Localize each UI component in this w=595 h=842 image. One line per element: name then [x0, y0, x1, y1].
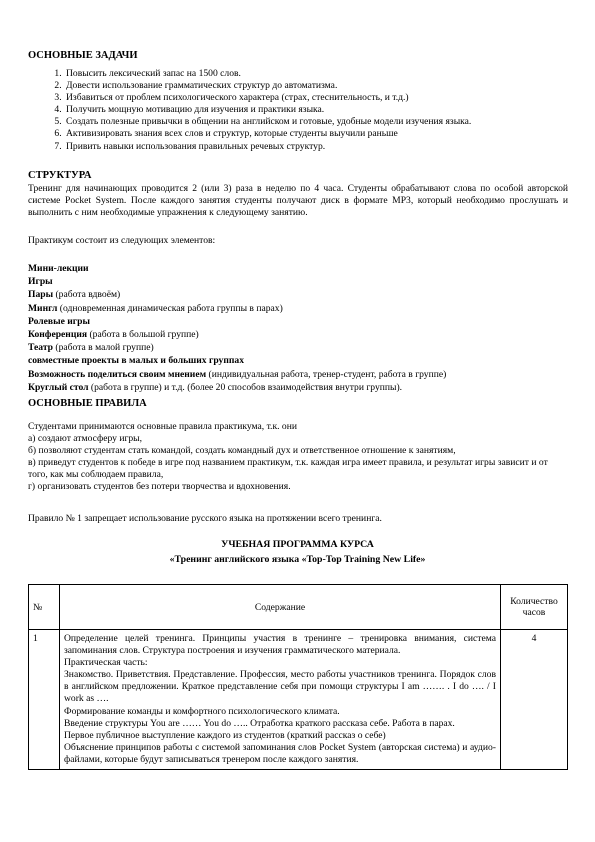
rules-line: г) организовать студентов без потери творчества и вдохновения.: [28, 481, 291, 493]
element-name: Возможность поделиться своим мнением: [28, 368, 207, 380]
row-content: [60, 630, 501, 770]
content-line: Формирование команды и комфортного психологического климата.: [64, 705, 340, 717]
element-name: Круглый стол: [28, 381, 89, 393]
tasks-heading: ОСНОВНЫЕ ЗАДАЧИ: [28, 50, 138, 61]
list-item: 6. Активизировать знания всех слов и структур, которые студенты выучили раньше: [64, 128, 595, 140]
list-item: [28, 341, 568, 354]
rules-line: а) создают атмосферу игры,: [28, 433, 143, 445]
element-name: Мингл: [28, 302, 58, 314]
list-item: [28, 381, 568, 394]
list-item: [28, 315, 568, 328]
list-item: 3. Избавиться от проблем психологического характера (страх, стеснительность, и т.д.): [64, 92, 595, 104]
rules-line: Студентами принимаются основные правила практикума, т.к. они: [28, 421, 297, 432]
program-table: [28, 584, 568, 770]
rule-one: Правило № 1 запрещает использование русского языка на протяжении всего тренинга.: [28, 513, 382, 524]
header-content: Содержание: [60, 585, 501, 630]
list-item: [28, 262, 568, 275]
header-num: №: [29, 585, 60, 630]
rules-line: б) позволяют студентам стать командой, создать командный дух и ответственное отношение к занятиям,: [28, 445, 456, 457]
element-desc: (одновременная динамическая работа группы в парах): [57, 302, 283, 314]
list-item: [28, 328, 568, 341]
content-line: Определение целей тренинга. Принципы участия в тренинге – тренировка внимания, система запоминания слов. Структура построения и изучения грамматического материала.: [64, 633, 496, 657]
element-name: Игры: [28, 276, 53, 288]
list-item: [28, 302, 568, 315]
content-line: Знакомство. Приветствия. Представление. Профессия, место работы участников тренинга. Порядок слов в английском предложении. Краткое представление себя при помощи структуры I am ……. . I do …. / I work as ….: [64, 669, 496, 705]
list-item: [28, 368, 568, 381]
list-item: 7. Привить навыки использования правильных речевых структур.: [64, 141, 595, 153]
content-line: Введение структуры You are …… You do ….. Отработка краткого рассказа себе. Работа в парах.: [64, 717, 455, 729]
element-name: Конференция: [28, 329, 88, 341]
element-desc: (работа в группе) и т.д. (более 20 способов взаимодействия внутри группы).: [88, 381, 403, 393]
structure-intro: Практикум состоит из следующих элементов:: [28, 235, 216, 246]
list-item: [28, 354, 568, 367]
list-item: 2. Довести использование грамматических структур до автоматизма.: [64, 80, 595, 92]
element-name: Театр: [28, 342, 54, 354]
structure-heading: СТРУКТУРА: [28, 170, 92, 181]
rules-heading: ОСНОВНЫЕ ПРАВИЛА: [28, 398, 147, 409]
list-item: 4. Получить мощную мотивацию для изучения и практики языка.: [64, 104, 595, 116]
table-header-row: [29, 585, 568, 630]
row-hours: 4: [501, 630, 568, 770]
content-line: Объяснение принципов работы с системой запоминания слов Pocket System (авторская система) и аудио-файлами, которые будут записываться тренером после каждого занятия.: [64, 741, 496, 765]
rules-block: [28, 421, 568, 494]
list-item: [28, 288, 568, 301]
program-title: УЧЕБНАЯ ПРОГРАММА КУРСА: [221, 539, 374, 550]
element-desc: (индивидуальная работа, тренер-студент, работа в группе): [206, 368, 447, 380]
element-desc: (работа в большой группе): [87, 329, 199, 341]
structure-text: Тренинг для начинающих проводится 2 (или 3) раза в неделю по 4 часа. Студенты обрабатывают слова по особой авторской системе Pocket System. После каждого занятия студенты получают диск в формате MP3, который необходимо прослушать и выполнить с ним необходимые упражнения к следующему занятию.: [28, 183, 568, 219]
program-subtitle: «Тренинг английского языка «Top-Top Training New Life»: [169, 554, 426, 565]
element-name: Пары: [28, 289, 54, 301]
tasks-list: [28, 68, 595, 153]
element-desc: (работа вдвоём): [53, 289, 121, 301]
header-hours: Количество часов: [501, 585, 568, 630]
element-name: Ролевые игры: [28, 315, 90, 327]
list-item: [28, 275, 568, 288]
content-line: Практическая часть:: [64, 657, 148, 669]
list-item: 1. Повысить лексический запас на 1500 слов.: [64, 68, 595, 80]
elements-list: [28, 262, 568, 394]
element-desc: (работа в малой группе): [53, 342, 154, 354]
element-name: совместные проекты в малых и больших группах: [28, 355, 244, 367]
table-row: [29, 630, 568, 770]
row-num: 1: [29, 630, 60, 770]
content-line: Первое публичное выступление каждого из студентов (краткий рассказ о себе): [64, 729, 386, 741]
element-name: Мини-лекции: [28, 263, 89, 274]
list-item: 5. Создать полезные привычки в общении на английском и готовые, удобные модели изучения языка.: [64, 116, 595, 128]
rules-line: в) приведут студентов к победе в игре под названием практикум, т.к. каждая игра имеет правила, и результат игры зависит и от того, как мы соблюдаем правила,: [28, 457, 548, 481]
